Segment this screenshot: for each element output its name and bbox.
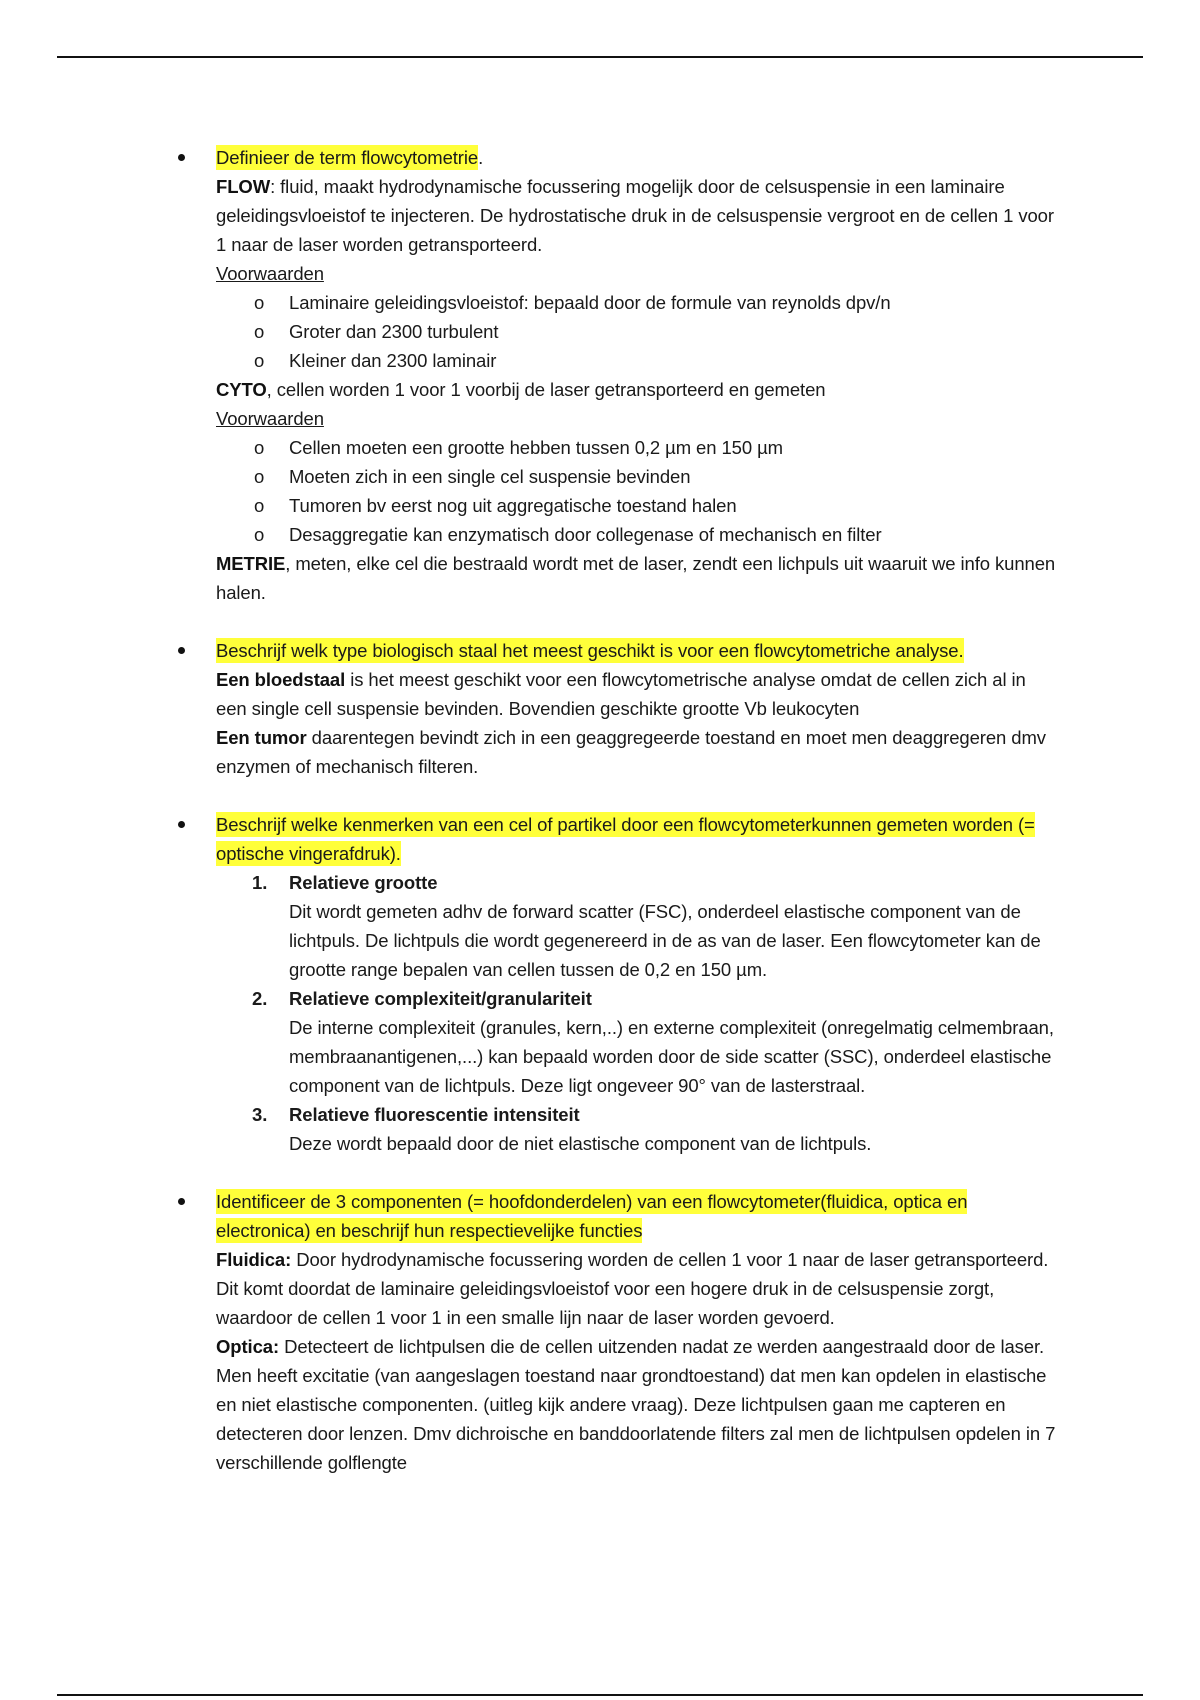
list-item: o Kleiner dan 2300 laminair [216, 346, 1056, 375]
list-item: o Tumoren bv eerst nog uit aggregatische toestand halen [216, 491, 1056, 520]
circle-bullet-icon: o [254, 524, 265, 545]
bullet-icon [178, 154, 185, 161]
bullet-icon [178, 1198, 185, 1205]
tumor-paragraph: Een tumor daarentegen bevindt zich in een geaggregeerde toestand en moet men deaggregeren dmv enzymen of mechanisch filteren. [216, 727, 1046, 777]
question-heading [216, 1187, 1056, 1245]
list-item: o Moeten zich in een single cel suspensie bevinden [216, 462, 1056, 491]
item-title: Relatieve grootte [289, 872, 438, 893]
optica-paragraph: Optica: Detecteert de lichtpulsen die de cellen uitzenden nadat ze werden aangestraald door de laser. Men heeft excitatie (van aangeslagen toestand naar grondtoestand) dat men kan opdelen in elastische en niet elastische componenten. (uitleg kijk andere vraag). Deze lichtpulsen gaan me capteren en detecteren door lenzen. Dmv dichroische en banddoorlatende filters zal men de lichtpulsen opdelen in 7 verschillende golflengte [216, 1336, 1056, 1473]
question-heading [216, 636, 1056, 665]
document-body [216, 143, 1056, 1506]
cyto-paragraph: CYTO, cellen worden 1 voor 1 voorbij de laser getransporteerd en gemeten [216, 379, 826, 400]
list-item: o Laminaire geleidingsvloeistof: bepaald door de formule van reynolds dpv/n [216, 288, 1056, 317]
circle-bullet-icon: o [254, 321, 265, 342]
circle-bullet-icon: o [254, 466, 265, 487]
question-heading: Definieer de term flowcytometrie. [216, 147, 484, 168]
question-heading [216, 810, 1056, 868]
highlighted-question: Identificeer de 3 componenten (= hoofdonderdelen) van een flowcytometer(fluidica, optica en electronica) en beschrijf hun respectievelijke functies [216, 1191, 968, 1241]
conditions-list [216, 433, 1056, 549]
item-body: Dit wordt gemeten adhv de forward scatter (FSC), onderdeel elastische component van de lichtpuls. De lichtpuls die wordt gegenereerd in de as van de laser. Een flowcytometer kan de grootte range bepalen van cellen tussen de 0,2 en 150 µm. [289, 901, 1041, 980]
metrie-label: METRIE [216, 553, 286, 574]
list-item: o Groter dan 2300 turbulent [216, 317, 1056, 346]
header-rule [57, 56, 1143, 58]
flow-label: FLOW [216, 176, 271, 197]
section-cell-characteristics [216, 810, 1056, 1158]
list-item: o Cellen moeten een grootte hebben tussen 0,2 µm en 150 µm [216, 433, 1056, 462]
bullet-icon [178, 821, 185, 828]
item-body: Deze wordt bepaald door de niet elastische component van de lichtpuls. [289, 1133, 872, 1154]
metrie-paragraph: METRIE, meten, elke cel die bestraald wordt met de laser, zendt een lichpuls uit waaruit we info kunnen halen. [216, 553, 1056, 603]
highlighted-question: Definieer de term flowcytometrie [216, 147, 479, 168]
circle-bullet-icon: o [254, 350, 265, 371]
list-item: 1. Relatieve grootte Dit wordt gemeten adhv de forward scatter (FSC), onderdeel elastische component van de lichtpuls. De lichtpuls die wordt gegenereerd in de as van de laser. Een flowcytometer kan de grootte range bepalen van cellen tussen de 0,2 en 150 µm. [216, 868, 1056, 984]
conditions-heading: Voorwaarden [216, 263, 324, 284]
fluidica-paragraph: Fluidica: Door hydrodynamische focussering worden de cellen 1 voor 1 naar de laser getransporteerd. Dit komt doordat de laminaire geleidingsvloeistof voor een hogere druk in de celsuspensie zorgt, waardoor de cellen 1 voor 1 in een smalle lijn naar de laser worden gevoerd. [216, 1249, 1049, 1328]
characteristics-list [216, 868, 1056, 1158]
highlighted-question: Beschrijf welk type biologisch staal het meest geschikt is voor een flowcytometriche analyse. [216, 640, 964, 661]
bullet-icon [178, 647, 185, 654]
bloodsample-paragraph: Een bloedstaal is het meest geschikt voor een flowcytometrische analyse omdat de cellen zich al in een single cell suspensie bevinden. Bovendien geschikte grootte Vb leukocyten [216, 669, 1026, 719]
item-body: De interne complexiteit (granules, kern,..) en externe complexiteit (onregelmatig celmembraan, membraanantigenen,...) kan bepaald worden door de side scatter (SSC), onderdeel elastische component van de lichtpuls. Deze ligt ongeveer 90° van de lasterstraal. [289, 1017, 1054, 1096]
conditions-list [216, 288, 1056, 375]
section-components [216, 1187, 1056, 1477]
highlighted-question: Beschrijf welke kenmerken van een cel of partikel door een flowcytometerkunnen gemeten worden (= optische vingerafdruk). [216, 814, 1035, 864]
list-item: 3. Relatieve fluorescentie intensiteit Deze wordt bepaald door de niet elastische component van de lichtpuls. [216, 1100, 1056, 1158]
list-item: 2. Relatieve complexiteit/granulariteit De interne complexiteit (granules, kern,..) en externe complexiteit (onregelmatig celmembraan, membraanantigenen,...) kan bepaald worden door de side scatter (SSC), onderdeel elastische component van de lichtpuls. Deze ligt ongeveer 90° van de lasterstraal. [216, 984, 1056, 1100]
list-item: o Desaggregatie kan enzymatisch door collegenase of mechanisch en filter [216, 520, 1056, 549]
circle-bullet-icon: o [254, 437, 265, 458]
circle-bullet-icon: o [254, 292, 265, 313]
section-flowcytometrie-definition [216, 143, 1056, 607]
circle-bullet-icon: o [254, 495, 265, 516]
section-sample-type [216, 636, 1056, 781]
item-title: Relatieve complexiteit/granulariteit [289, 988, 592, 1009]
item-title: Relatieve fluorescentie intensiteit [289, 1104, 580, 1125]
flow-paragraph: FLOW: fluid, maakt hydrodynamische focussering mogelijk door de celsuspensie in een laminaire geleidingsvloeistof te injecteren. De hydrostatische druk in de celsuspensie vergroot en de cellen 1 voor 1 naar de laser worden getransporteerd. [216, 176, 1054, 255]
cyto-label: CYTO [216, 379, 267, 400]
footer-rule [57, 1694, 1143, 1696]
conditions-heading: Voorwaarden [216, 408, 324, 429]
